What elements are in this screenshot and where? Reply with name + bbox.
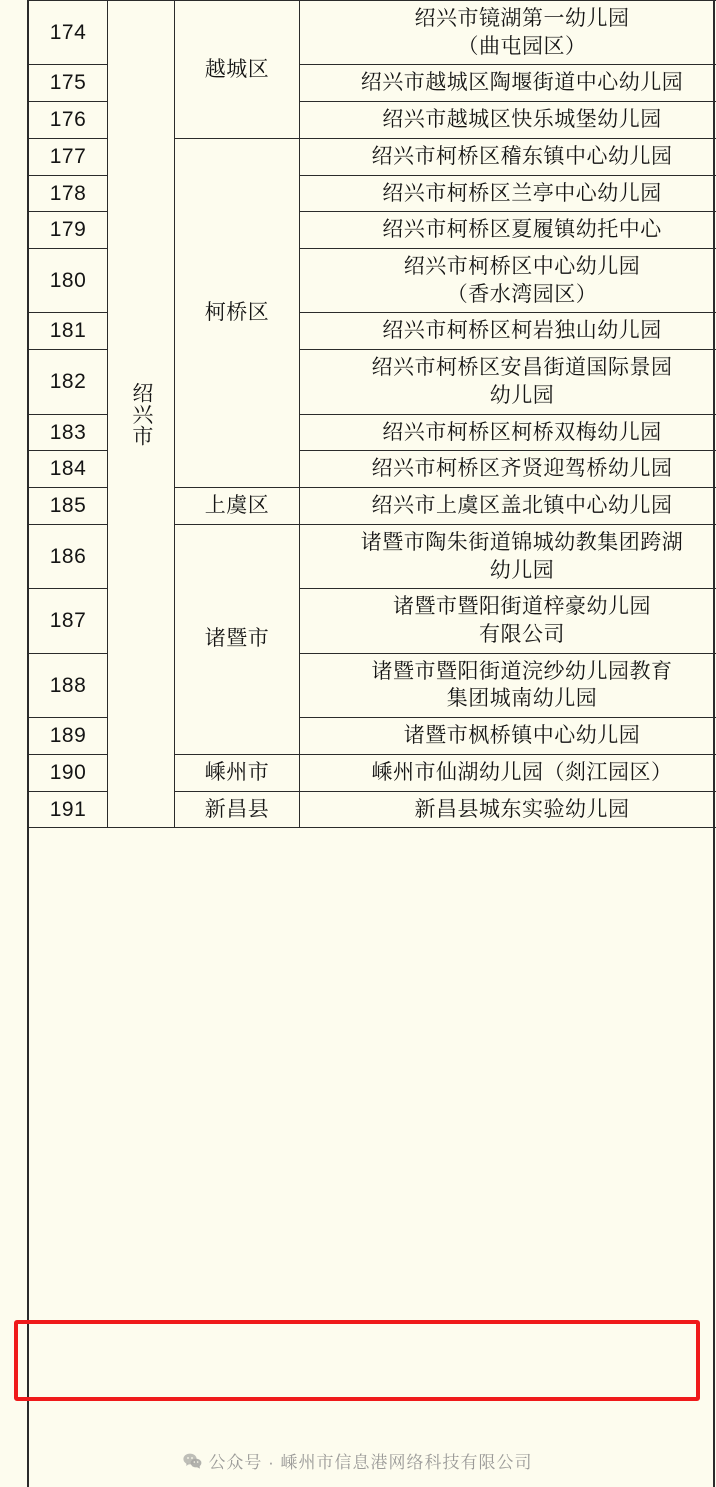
row-number: 184	[29, 451, 108, 488]
row-number: 185	[29, 488, 108, 525]
district-cell: 越城区	[175, 1, 300, 139]
row-number: 183	[29, 414, 108, 451]
kindergarten-name: 绍兴市上虞区盖北镇中心幼儿园	[300, 488, 716, 525]
row-number: 188	[29, 653, 108, 717]
watermark	[0, 1448, 716, 1473]
district-cell: 新昌县	[175, 791, 300, 828]
kindergarten-name: 绍兴市柯桥区稽东镇中心幼儿园	[300, 138, 716, 175]
page-border-right	[713, 0, 715, 1487]
table-row	[29, 1, 716, 65]
district-cell: 柯桥区	[175, 138, 300, 487]
row-number: 186	[29, 524, 108, 588]
kindergarten-name: 诸暨市枫桥镇中心幼儿园	[300, 718, 716, 755]
kindergarten-name: 绍兴市镜湖第一幼儿园 （曲屯园区）	[300, 1, 716, 65]
watermark-text: 公众号 · 嵊州市信息港网络科技有限公司	[208, 1453, 533, 1472]
row-number: 180	[29, 249, 108, 313]
kindergarten-name: 绍兴市柯桥区兰亭中心幼儿园	[300, 175, 716, 212]
row-number: 174	[29, 1, 108, 65]
kindergarten-name: 新昌县城东实验幼儿园	[300, 791, 716, 828]
row-number: 187	[29, 589, 108, 653]
kindergarten-name: 诸暨市暨阳街道浣纱幼儿园教育 集团城南幼儿园	[300, 653, 716, 717]
district-cell: 诸暨市	[175, 524, 300, 754]
highlight-annotation-box	[14, 1320, 700, 1401]
row-number: 181	[29, 313, 108, 350]
row-number: 189	[29, 718, 108, 755]
kindergarten-name: 诸暨市陶朱街道锦城幼教集团跨湖 幼儿园	[300, 524, 716, 588]
kindergarten-name: 绍兴市柯桥区齐贤迎驾桥幼儿园	[300, 451, 716, 488]
kindergarten-name: 绍兴市越城区陶堰街道中心幼儿园	[300, 65, 716, 102]
kindergarten-name: 绍兴市柯桥区柯岩独山幼儿园	[300, 313, 716, 350]
row-number: 191	[29, 791, 108, 828]
kindergarten-name: 绍兴市柯桥区安昌街道国际景园 幼儿园	[300, 350, 716, 414]
kindergarten-name: 绍兴市柯桥区夏履镇幼托中心	[300, 212, 716, 249]
row-number: 179	[29, 212, 108, 249]
kindergarten-name: 诸暨市暨阳街道梓豪幼儿园 有限公司	[300, 589, 716, 653]
wechat-icon	[183, 1453, 202, 1469]
city-cell: 绍兴市	[108, 1, 175, 828]
district-cell: 嵊州市	[175, 754, 300, 791]
row-number: 190	[29, 754, 108, 791]
row-number: 176	[29, 102, 108, 139]
row-number: 175	[29, 65, 108, 102]
row-number: 178	[29, 175, 108, 212]
row-number: 177	[29, 138, 108, 175]
kindergarten-name: 绍兴市柯桥区中心幼儿园 （香水湾园区）	[300, 249, 716, 313]
kindergarten-name: 绍兴市越城区快乐城堡幼儿园	[300, 102, 716, 139]
district-cell: 上虞区	[175, 488, 300, 525]
page-border-left	[27, 0, 29, 1487]
row-number: 182	[29, 350, 108, 414]
kindergarten-name: 嵊州市仙湖幼儿园（剡江园区）	[300, 754, 716, 791]
kindergarten-name: 绍兴市柯桥区柯桥双梅幼儿园	[300, 414, 716, 451]
kindergarten-list-table	[28, 0, 716, 828]
